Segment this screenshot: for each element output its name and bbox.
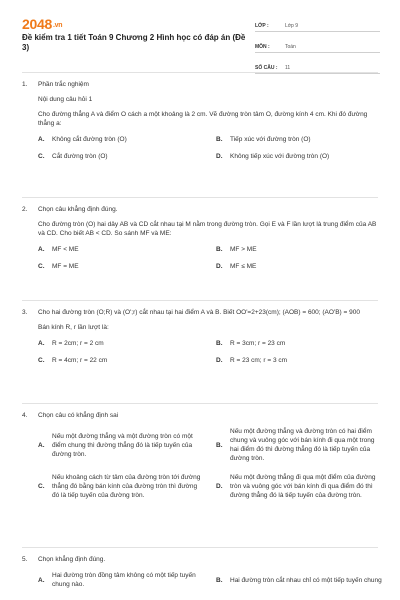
question-5 xyxy=(22,555,382,589)
meta-table xyxy=(255,15,380,78)
question-prompt: Chọn câu có khẳng định sai xyxy=(38,412,119,419)
option-letter: D. xyxy=(216,263,223,270)
meta-row-subject xyxy=(255,36,380,53)
option-text: MF ≤ ME xyxy=(230,263,257,270)
option-letter: B. xyxy=(216,576,223,584)
answer-options xyxy=(38,245,382,271)
question-number: 2. xyxy=(22,206,28,213)
question-prompt: Chọn khẳng định đúng. xyxy=(38,556,106,563)
answer-option-c[interactable] xyxy=(38,356,204,365)
answer-option-b[interactable] xyxy=(216,571,382,589)
question-paragraph: Bán kính R, r lần lượt là: xyxy=(38,324,109,331)
option-text: Hai đường tròn cắt nhau chỉ có một tiếp tuyến chung xyxy=(230,576,382,584)
meta-key: SỐ CÂU : xyxy=(255,65,278,71)
site-logo[interactable] xyxy=(22,16,62,32)
answer-options xyxy=(38,135,382,161)
question-4 xyxy=(22,411,382,500)
question-number: 5. xyxy=(22,556,28,563)
answer-options xyxy=(38,427,382,500)
option-letter: B. xyxy=(216,136,223,143)
answer-option-d[interactable] xyxy=(216,473,382,500)
option-text: R = 23 cm; r = 3 cm xyxy=(230,357,288,364)
option-text: R = 2cm; r = 2 cm xyxy=(52,340,104,347)
option-letter: D. xyxy=(216,153,223,160)
option-letter: A. xyxy=(38,441,45,449)
answer-option-a[interactable] xyxy=(38,245,204,254)
option-letter: A. xyxy=(38,576,45,584)
answer-option-b[interactable] xyxy=(216,245,382,254)
divider xyxy=(22,197,378,198)
option-letter: A. xyxy=(38,340,45,347)
option-text: R = 4cm; r = 22 cm xyxy=(52,357,108,364)
option-text: MF = ME xyxy=(52,263,79,270)
option-letter: A. xyxy=(38,136,45,143)
question-paragraph: Nội dung câu hỏi 1 xyxy=(38,96,93,103)
answer-options xyxy=(38,339,382,365)
divider xyxy=(22,300,378,301)
question-prompt: Phần trắc nghiệm xyxy=(38,81,89,88)
option-letter: C. xyxy=(38,357,45,364)
option-text: Nếu một đường thẳng và một đường tròn có một điểm chung thì đường thẳng đó là tiếp tuyến của đường tròn. xyxy=(52,432,193,458)
meta-key: LỚP : xyxy=(255,23,269,29)
option-letter: B. xyxy=(216,246,223,253)
meta-row-class xyxy=(255,15,380,32)
answer-option-c[interactable] xyxy=(38,152,204,161)
meta-value: 11 xyxy=(285,65,291,71)
option-letter: C. xyxy=(38,483,45,490)
answer-option-d[interactable] xyxy=(216,356,382,365)
option-text: Nếu một đường thẳng đi qua một điểm của đường tròn và vuông góc với bán kính đi qua điểm đó thì đường thẳng đó là tiếp tuyến của đường tròn. xyxy=(230,474,376,499)
meta-key: MÔN : xyxy=(255,44,270,50)
option-letter: B. xyxy=(216,340,223,347)
divider xyxy=(22,547,378,548)
question-1 xyxy=(22,80,382,161)
answer-option-a[interactable] xyxy=(38,571,204,589)
answer-option-c[interactable] xyxy=(38,473,204,500)
question-prompt: Chọn câu khẳng định đúng. xyxy=(38,206,118,213)
question-2 xyxy=(22,205,382,271)
question-number: 4. xyxy=(22,412,28,419)
option-text: MF < ME xyxy=(52,246,79,253)
answer-options xyxy=(38,571,382,589)
answer-option-b[interactable] xyxy=(216,135,382,144)
logo-suffix: .vn xyxy=(52,21,63,29)
answer-option-a[interactable] xyxy=(38,339,204,348)
option-text: Cắt đường tròn (O) xyxy=(52,153,108,160)
option-letter: B. xyxy=(216,441,223,449)
question-number: 1. xyxy=(22,81,28,88)
answer-option-d[interactable] xyxy=(216,262,382,271)
option-letter: C. xyxy=(38,153,45,160)
answer-option-a[interactable] xyxy=(38,135,204,144)
question-paragraph: Cho đường thẳng A và điểm O cách a một khoảng là 2 cm. Vẽ đường tròn tâm O, đường kính 4 cm. Khi đó đường thẳng a: xyxy=(38,111,368,127)
option-text: R = 3cm; r = 23 cm xyxy=(230,340,286,347)
answer-option-c[interactable] xyxy=(38,262,204,271)
divider xyxy=(22,72,378,73)
option-letter: A. xyxy=(38,246,45,253)
answer-option-b[interactable] xyxy=(216,427,382,463)
option-text: Nếu khoảng cách từ tâm của đường tròn tới đường thẳng đó bằng bán kính của đường tròn thì đường đó là tiếp tuyến của đường tròn. xyxy=(52,474,201,499)
option-letter: D. xyxy=(216,483,223,490)
option-text: Tiếp xúc với đường tròn (O) xyxy=(230,136,311,143)
option-text: Nếu một đường thẳng và đường tròn có hai điểm chung và vuông góc với bán kính đi qua một trong hai điểm đó thì đường thẳng đó là tiếp tuyến của đường tròn. xyxy=(230,428,375,462)
option-letter: D. xyxy=(216,357,223,364)
page-title: Đề kiểm tra 1 tiết Toán 9 Chương 2 Hình học có đáp án (Đề 3) xyxy=(22,33,246,52)
divider xyxy=(22,403,378,404)
option-text: MF > ME xyxy=(230,246,257,253)
answer-option-b[interactable] xyxy=(216,339,382,348)
logo-text: 2048 xyxy=(22,16,52,32)
meta-value: Lớp 9 xyxy=(285,23,299,29)
answer-option-a[interactable] xyxy=(38,427,204,463)
question-paragraph: Cho đường tròn (O) hai dây AB và CD cắt nhau tại M nằm trong đường tròn. Gọi E và F lần lượt là trung điểm của AB và CD. Cho biết AB < CD. So sánh MF và ME: xyxy=(38,221,377,237)
option-text: Không cắt đường tròn (O) xyxy=(52,136,127,143)
question-3 xyxy=(22,308,382,365)
meta-value: Toán xyxy=(285,44,296,50)
option-text: Không tiếp xúc với đường tròn (O) xyxy=(230,153,330,160)
answer-option-d[interactable] xyxy=(216,152,382,161)
page-header xyxy=(0,0,400,70)
option-text: Hai đường tròn đồng tâm không có một tiếp tuyến chung nào. xyxy=(52,572,196,588)
question-prompt: Cho hai đường tròn (O;R) và (O';r) cắt nhau tại hai điểm A và B. Biết OO'=2+23(cm); (AOB) = 600; (AO'B) = 900 xyxy=(38,309,360,316)
option-letter: C. xyxy=(38,263,45,270)
question-number: 3. xyxy=(22,309,28,316)
